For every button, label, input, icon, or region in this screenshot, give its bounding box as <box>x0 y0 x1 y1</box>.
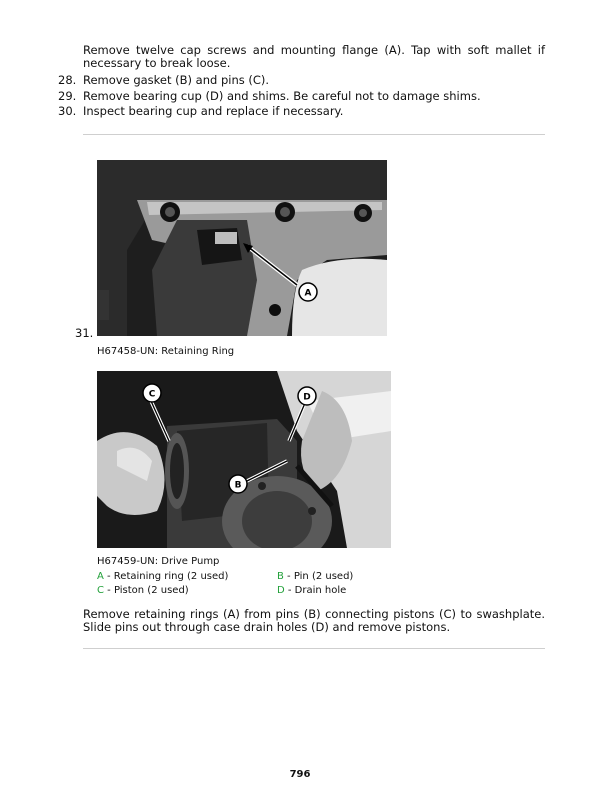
step-item <box>58 73 548 89</box>
legend-letter: A <box>97 571 104 582</box>
legend-text: - Piston (2 used) <box>103 584 189 596</box>
figure2-caption: H67459-UN: Drive Pump <box>97 556 220 567</box>
figure1-caption: H67458-UN: Retaining Ring <box>97 346 235 357</box>
page-number: 796 <box>289 769 311 780</box>
legend-letter: C <box>97 584 104 596</box>
step-text: Remove gasket (B) and pins (C). <box>83 73 270 87</box>
step-number: 29. <box>58 88 77 103</box>
legend-item <box>97 584 277 598</box>
step-number: 28. <box>58 73 77 87</box>
step-list <box>58 73 548 120</box>
step-number: 30. <box>58 104 77 118</box>
divider <box>83 134 545 135</box>
legend-text: - Retaining ring (2 used) <box>103 571 229 582</box>
callout-a: A <box>304 288 312 299</box>
figure-legend <box>97 570 457 597</box>
callout-d: D <box>303 392 311 403</box>
step-text: Remove bearing cup (D) and shims. Be careful not to damage shims. <box>83 88 481 103</box>
legend-item <box>97 570 277 584</box>
legend-item <box>277 570 457 584</box>
legend-item <box>277 584 457 598</box>
retaining-ring-photo <box>97 160 387 336</box>
intro-text: Remove twelve cap screws and mounting flange (A). Tap with soft mallet if necessary to break loose. <box>83 43 545 70</box>
step-item <box>58 104 548 120</box>
legend-text: - Drain hole <box>284 584 347 596</box>
step-text: Inspect bearing cup and replace if necessary. <box>83 104 344 118</box>
step-number: 31. <box>75 326 94 340</box>
drive-pump-photo <box>97 371 391 548</box>
legend-letter: B <box>277 571 284 582</box>
divider <box>83 648 545 649</box>
callout-b: B <box>234 480 242 491</box>
instruction-paragraph: Remove retaining rings (A) from pins (B) connecting pistons (C) to swashplate. Slide pins out through case drain holes (D) and remove pistons. <box>83 607 545 634</box>
legend-text: - Pin (2 used) <box>283 571 354 582</box>
legend-letter: D <box>277 584 285 596</box>
step-item <box>58 89 548 105</box>
callout-c: C <box>148 389 156 400</box>
